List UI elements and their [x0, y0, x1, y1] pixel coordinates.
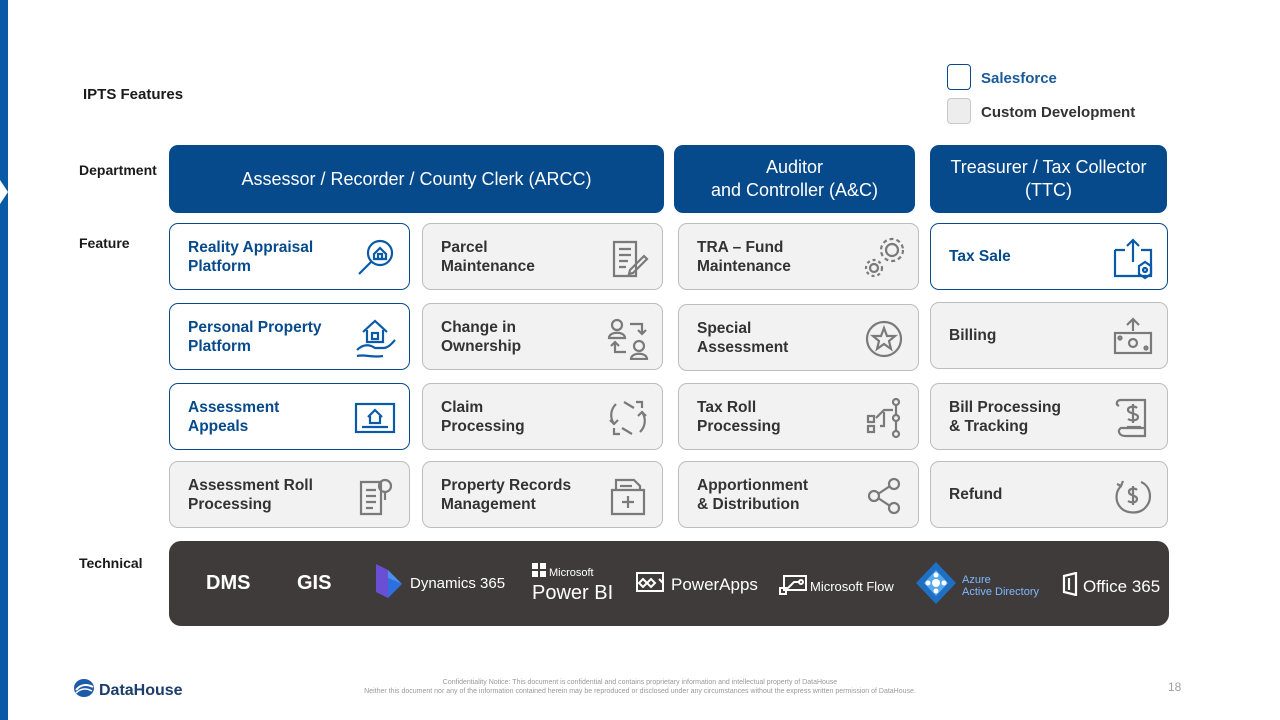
notice-line-1: Confidentiality Notice: This document is confidential and contains proprietary information and intellectual property of DataHouse: [442, 679, 838, 686]
share-icon: [862, 474, 906, 518]
datahouse-logo-text: DataHouse: [99, 681, 183, 699]
feature-label: Tax Sale: [949, 248, 1011, 265]
left-accent-bar: [0, 0, 8, 720]
notice-line-2: Neither this document nor any of the information contained herein may be reproduced or disclosed under any circumstances without the express written permission of DataHouse.: [364, 688, 916, 695]
tech-dms: DMS: [206, 572, 251, 594]
receipt-dollar-icon: [1111, 396, 1155, 440]
microsoft-logo-icon: [532, 563, 546, 582]
powerbi-microsoft-label: Microsoft: [549, 566, 594, 579]
azure-label: Azure: [962, 573, 991, 586]
row-label-feature: Feature: [79, 235, 130, 251]
azure-ad-logo-icon: [914, 560, 958, 611]
tech-powerapps: [635, 571, 758, 598]
certificate-house-icon: [353, 396, 397, 440]
department-ac: Auditor and Controller (A&C): [674, 145, 915, 213]
feature-label: Personal Property Platform: [188, 318, 322, 355]
feature-label: Parcel Maintenance: [441, 238, 535, 275]
feature-card-property-records: [422, 461, 663, 528]
gears-icon: [862, 236, 906, 280]
feature-label: TRA – Fund Maintenance: [697, 238, 791, 275]
page-title: IPTS Features: [83, 86, 184, 103]
hand-house-icon: [353, 316, 397, 360]
folder-add-icon: [606, 474, 650, 518]
feature-label: Billing: [949, 327, 997, 344]
tech-flow: [778, 572, 894, 601]
tech-powerbi: [532, 563, 613, 605]
technical-bar: [169, 541, 1169, 626]
document-pin-icon: [353, 474, 397, 518]
powerbi-label: Power BI: [532, 582, 614, 604]
feature-label: Assessment Appeals: [188, 398, 280, 435]
feature-card-tra-fund: [678, 223, 919, 290]
dynamics-label: Dynamics 365: [410, 575, 506, 592]
legend-custom-swatch: [947, 98, 971, 124]
feature-card-reality-appraisal: [169, 223, 410, 290]
money-upload-icon: [1111, 315, 1155, 359]
feature-card-refund: [930, 461, 1168, 528]
feature-label: Refund: [949, 486, 1003, 503]
feature-card-bill-processing: [930, 383, 1168, 450]
office-logo-icon: [1062, 572, 1080, 601]
tech-office365: [1062, 572, 1160, 601]
feature-label: Reality Appraisal Platform: [188, 238, 314, 275]
dollar-refresh-icon: [1111, 474, 1155, 518]
tech-gis: GIS: [297, 572, 332, 594]
legend-salesforce-swatch: [947, 64, 971, 90]
feature-card-parcel-maintenance: [422, 223, 663, 290]
feature-card-tax-roll: [678, 383, 919, 450]
page-number: 18: [1168, 680, 1182, 694]
department-arcc: Assessor / Recorder / County Clerk (ARCC): [169, 145, 664, 213]
department-ttc: Treasurer / Tax Collector (TTC): [930, 145, 1167, 213]
legend-custom-label: Custom Development: [981, 104, 1136, 121]
house-search-icon: [353, 236, 397, 280]
azure-ad-label: Active Directory: [962, 585, 1040, 598]
footer-logo: [73, 678, 183, 703]
document-edit-icon: [606, 236, 650, 280]
feature-label: Special Assessment: [697, 319, 789, 356]
office-label: Office 365: [1083, 576, 1161, 596]
flow-label: Microsoft Flow: [810, 579, 894, 594]
flow-logo-icon: [778, 572, 808, 601]
datahouse-logo-icon: [73, 678, 95, 703]
row-label-technical: Technical: [79, 555, 143, 571]
feature-label: Claim Processing: [441, 398, 525, 435]
arrows-cycle-icon: [606, 396, 650, 440]
tech-azure-ad: [914, 560, 1039, 611]
left-accent-notch: [0, 180, 8, 204]
feature-card-claim-processing: [422, 383, 663, 450]
feature-card-change-ownership: [422, 303, 663, 370]
feature-card-apportionment: [678, 461, 919, 528]
tech-dynamics: [374, 562, 505, 605]
feature-label: Property Records Management: [441, 476, 572, 513]
feature-label: Bill Processing & Tracking: [949, 398, 1061, 435]
powerapps-label: PowerApps: [671, 574, 758, 594]
powerapps-logo-icon: [635, 571, 665, 598]
feature-card-special-assessment: [678, 304, 919, 371]
dynamics-logo-icon: [374, 562, 404, 605]
feature-card-assessment-appeals: [169, 383, 410, 450]
star-badge-icon: [862, 317, 906, 361]
feature-card-tax-sale: [930, 223, 1168, 290]
person-swap-icon: [606, 316, 650, 360]
legend-salesforce-label: Salesforce: [981, 70, 1057, 87]
confidentiality-notice: [300, 678, 980, 696]
feature-label: Change in Ownership: [441, 318, 522, 355]
feature-card-assessment-roll: [169, 461, 410, 528]
feature-card-personal-property: [169, 303, 410, 370]
flow-nodes-icon: [862, 396, 906, 440]
feature-label: Assessment Roll Processing: [188, 476, 313, 513]
feature-label: Apportionment & Distribution: [697, 476, 809, 513]
upload-box-icon: [1111, 236, 1155, 280]
feature-card-billing: [930, 302, 1168, 369]
feature-label: Tax Roll Processing: [697, 398, 781, 435]
row-label-department: Department: [79, 162, 157, 178]
